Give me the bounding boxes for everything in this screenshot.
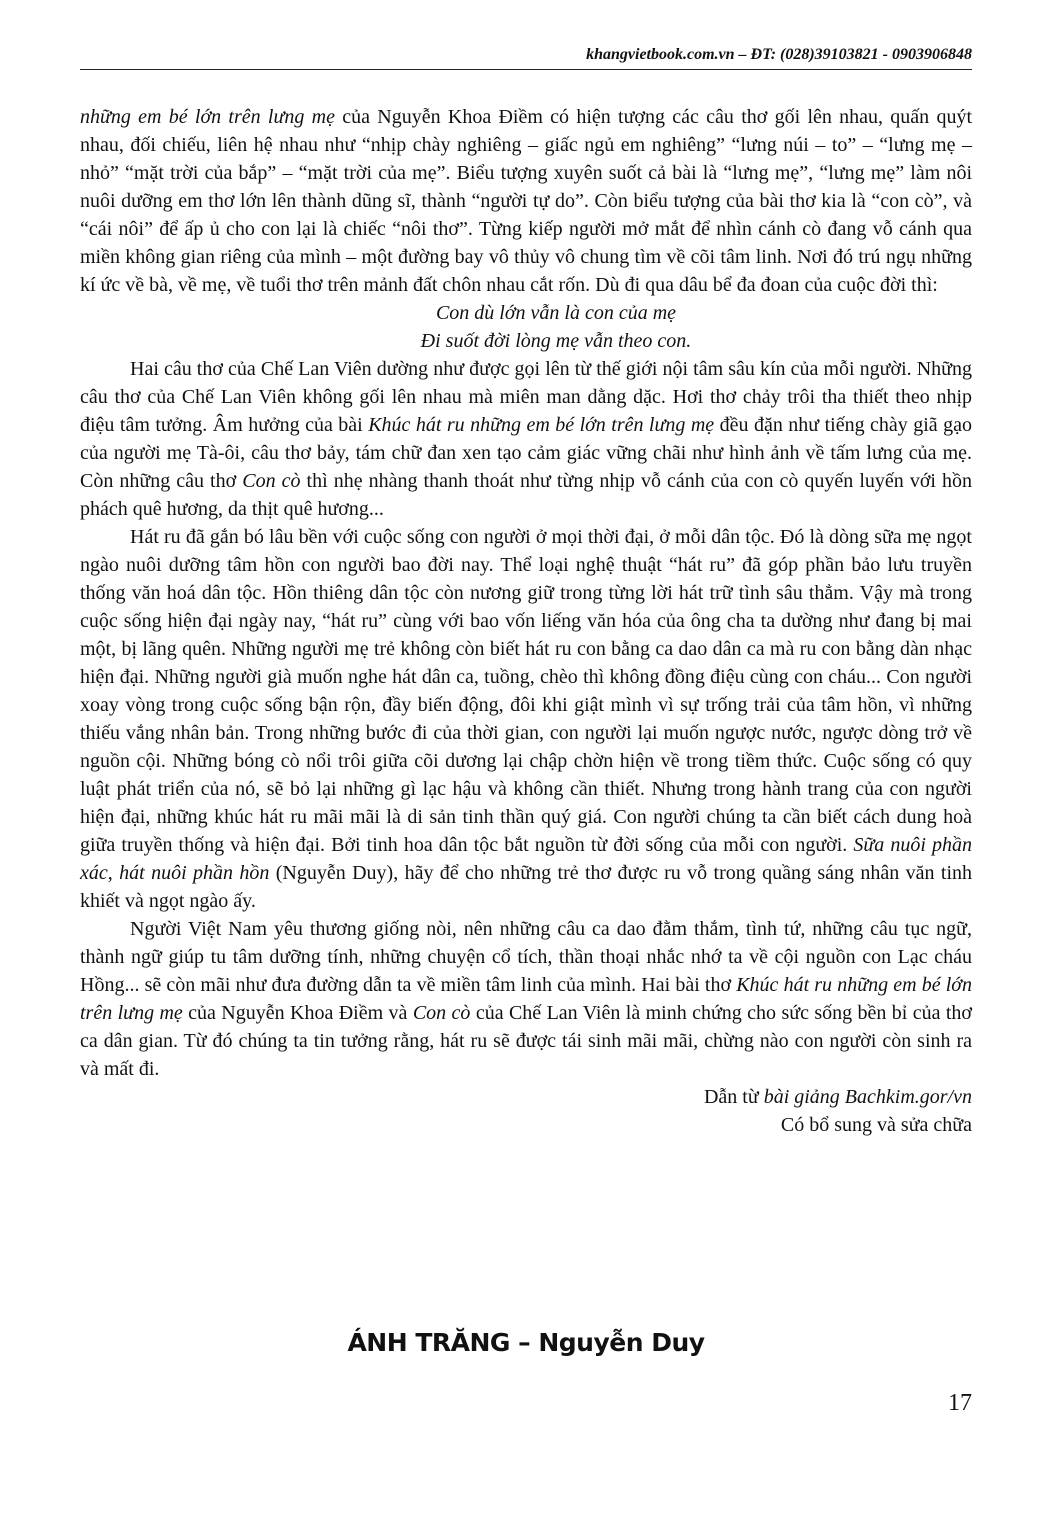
page-number: 17 (948, 1390, 972, 1416)
paragraph-text: Người Việt Nam yêu thương giống nòi, nên những câu ca dao đằm thắm, tình tứ, những câu tục ngữ, thành ngữ giúp tu tâm dưỡng tính, những chuyện cổ tích, thần thoại nhắc nhớ ta về cội nguồn con Lạc cháu Hồng... sẽ còn mãi như đưa đường dẫn ta về miền tâm linh của mình. Hai bài thơ (80, 918, 972, 996)
italic-quote: Sữa nuôi phần xác (80, 834, 973, 884)
page-header (80, 44, 972, 70)
article-body (80, 103, 972, 1139)
source-citation (80, 1083, 972, 1111)
header-contact-text: khangvietbook.com.vn – ĐT: (028)39103821 - 0903906848 (586, 46, 972, 63)
italic-title: Con cò (412, 1002, 471, 1024)
source-note: Có bổ sung và sửa chữa (780, 1114, 972, 1136)
italic-title: Con cò (242, 470, 301, 492)
paragraph-text: Hai câu thơ của Chế Lan Viên dường như được gọi lên từ thế giới nội tâm sâu kín của mỗi người. Những câu thơ của Chế Lan Viên không gối lên nhau mà miên man dằng dặc. Hơi thơ chảy trôi tha thiết theo nhịp điệu tâm tưởng. Âm hưởng của bài (80, 358, 972, 436)
italic-quote: hát nuôi phần hồn (119, 862, 270, 884)
italic-title: Khúc hát ru những em bé lớn trên lưng mẹ (368, 414, 715, 436)
section-title: ÁNH TRĂNG – Nguyễn Duy (347, 1328, 705, 1357)
verse-line-2: Đi suốt đời lòng mẹ vẫn theo con. (420, 330, 692, 352)
italic-title: Khúc hát ru những em bé lớn trên lưng mẹ (80, 974, 972, 1024)
paragraph-text: của Chế Lan Viên là minh chứng cho sức sống bền bỉ của thơ ca dân gian. Từ đó chúng ta tin tưởng rằng, hát ru sẽ được tái sinh mãi mãi, chừng nào con người còn sinh ra và mất đi. (80, 1002, 972, 1080)
paragraph-text: , (107, 862, 120, 884)
paragraph-text: (Nguyễn Duy), hãy để cho những trẻ thơ được ru vỗ trong quầng sáng nhân văn tinh khiết và ngọt ngào ấy. (80, 862, 973, 912)
verse-line-1: Con dù lớn vẫn là con của mẹ (435, 302, 677, 324)
source-italic: bài giảng Bachkim.gor/vn (763, 1086, 972, 1108)
paragraph-2 (80, 355, 972, 523)
source-prefix: Dẫn từ (703, 1086, 764, 1108)
paragraph-4 (80, 915, 972, 1083)
paragraph-1 (80, 103, 972, 299)
paragraph-text: của Nguyễn Khoa Điềm và (182, 1002, 413, 1024)
italic-title: những em bé lớn trên lưng mẹ (80, 106, 335, 128)
paragraph-text: thì nhẹ nhàng thanh thoát như từng nhịp vỗ cánh của con cò quyến luyến với hồn phách quê hương, da thịt quê hương... (80, 470, 972, 520)
paragraph-text: của Nguyễn Khoa Điềm có hiện tượng các câu thơ gối lên nhau, quấn quýt nhau, đối chiếu, liên hệ nhau như “nhịp chày nghiêng – giấc ngủ em nghiêng” “lưng núi – to” – “lưng mẹ – nhỏ” “mặt trời của bắp” – “mặt trời của mẹ”. Biểu tượng xuyên suốt cả bài là “lưng mẹ”, “lưng mẹ” làm nôi nuôi dưỡng em thơ lớn lên thành dũng sĩ, thành “người tự do”. Còn biểu tượng của bài thơ kia là “con cò”, và “cái nôi” để ấp ủ cho con lại là chiếc “nôi thơ”. Từng kiếp người mở mắt để nhìn cánh cò đang vỗ cánh qua miền không gian riêng của mình – một đường bay vô thủy vô chung tìm về cõi tâm linh. Nơi đó trú ngụ những kí ức về bà, về mẹ, về tuổi thơ trên mảnh đất chôn nhau cắt rốn. Dù đi qua dâu bể đa đoan của cuộc đời thì: (80, 106, 972, 296)
paragraph-text: đều đặn như tiếng chày giã gạo của người mẹ Tà-ôi, câu thơ bảy, tám chữ đan xen tạo cảm giác vững chãi như hình ảnh về tấm lưng của mẹ. Còn những câu thơ (80, 414, 972, 492)
paragraph-3 (80, 523, 972, 915)
paragraph-text: Hát ru đã gắn bó lâu bền với cuộc sống con người ở mọi thời đại, ở mỗi dân tộc. Đó là dòng sữa mẹ ngọt ngào nuôi dưỡng tâm hồn con người bao đời nay. Thể loại nghệ thuật “hát ru” đã góp phần bảo lưu truyền thống văn hoá dân tộc. Hồn thiêng dân tộc còn nương giữ trong từng lời hát trữ tình sâu thẳm. Vậy mà trong cuộc sống hiện đại ngày nay, “hát ru” cùng với bao vốn liếng văn hóa của ông cha ta dường như đang bị mai một, bị lãng quên. Những người mẹ trẻ không còn biết hát ru con bằng ca dao dân ca mà ru con bằng dàn nhạc hiện đại. Những người già muốn nghe hát dân ca, tuồng, chèo thì không đồng điệu cùng con cháu... Con người xoay vòng trong cuộc sống bận rộn, đầy biến động, đôi khi giật mình vì sự trống trải của tâm hồn, vì những thiếu vắng nhân bản. Trong những bước đi của thời gian, con người lại muốn ngược nước, ngược dòng trở về nguồn cội. Những bóng cò nổi trôi giữa cõi dương lại chập chờn hiện về trong tiềm thức. Cuộc sống có quy luật phát triển của nó, sẽ bỏ lại những gì lạc hậu và không cần thiết. Nhưng trong hành trang của con người hiện đại, những khúc hát ru mãi mãi là di sản tinh thần quý giá. Con người chúng ta cần biết cách dung hoà giữa truyền thống và hiện đại. Bởi tinh hoa dân tộc bắt nguồn từ đời sống của mỗi con người. (80, 526, 972, 856)
